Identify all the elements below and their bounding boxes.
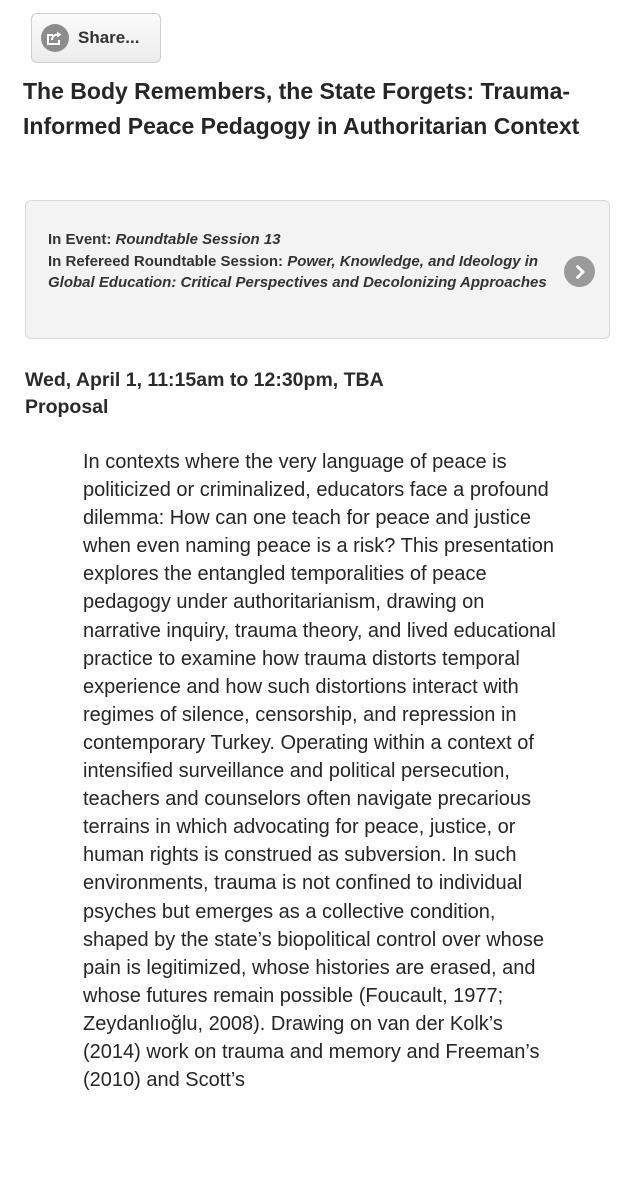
share-label: Share... (78, 28, 140, 47)
event-info-panel[interactable] (25, 200, 610, 339)
session-line (48, 251, 549, 294)
session-datetime: Wed, April 1, 11:15am to 12:30pm, TBA (25, 369, 384, 391)
event-prefix: In Event: (48, 231, 116, 248)
share-button[interactable] (31, 13, 161, 63)
abstract-text: In contexts where the very language of peace is politicized or criminalized, educators face a profound dilemma: How can one teach for peace and justice when even naming peace is a risk? This presentation explores the entangled temporalities of peace pedagogy under authoritarianism, drawing on narrative inquiry, trauma theory, and lived educational practice to examine how trauma distorts temporal experience and how such distortions interact with regimes of silence, censorship, and repression in contemporary Turkey. Operating within a context of intensified surveillance and political persecution, teachers and counselors often navigate precarious terrains in which advocating for peace, justice, or human rights is construed as subversion. In such environments, trauma is not confined to individual psyches but emerges as a collective condition, shaped by the state’s biopolitical control over whose pain is legitimized, whose histories are erased, and whose futures remain possible (Foucault, 1977; Zeydanlıoğlu, 2008). Drawing on van der Kolk’s (2014) work on trauma and memory and Freeman’s (2010) and Scott’s (83, 451, 556, 1092)
share-icon (41, 24, 69, 52)
session-name-link[interactable]: Power, Knowledge, and Ideology in Global Education: Critical Perspectives and Decolonizing Approaches (48, 252, 547, 291)
session-prefix: In Refereed Roundtable Session: (48, 252, 288, 270)
chevron-right-icon[interactable] (564, 256, 595, 287)
paper-title: The Body Remembers, the State Forgets: Trauma-Informed Peace Pedagogy in Authoritarian Context (23, 78, 580, 139)
event-name-link[interactable]: Roundtable Session 13 (115, 231, 281, 248)
event-line (48, 229, 549, 251)
session-meta (25, 367, 605, 421)
submission-type: Proposal (25, 396, 109, 418)
